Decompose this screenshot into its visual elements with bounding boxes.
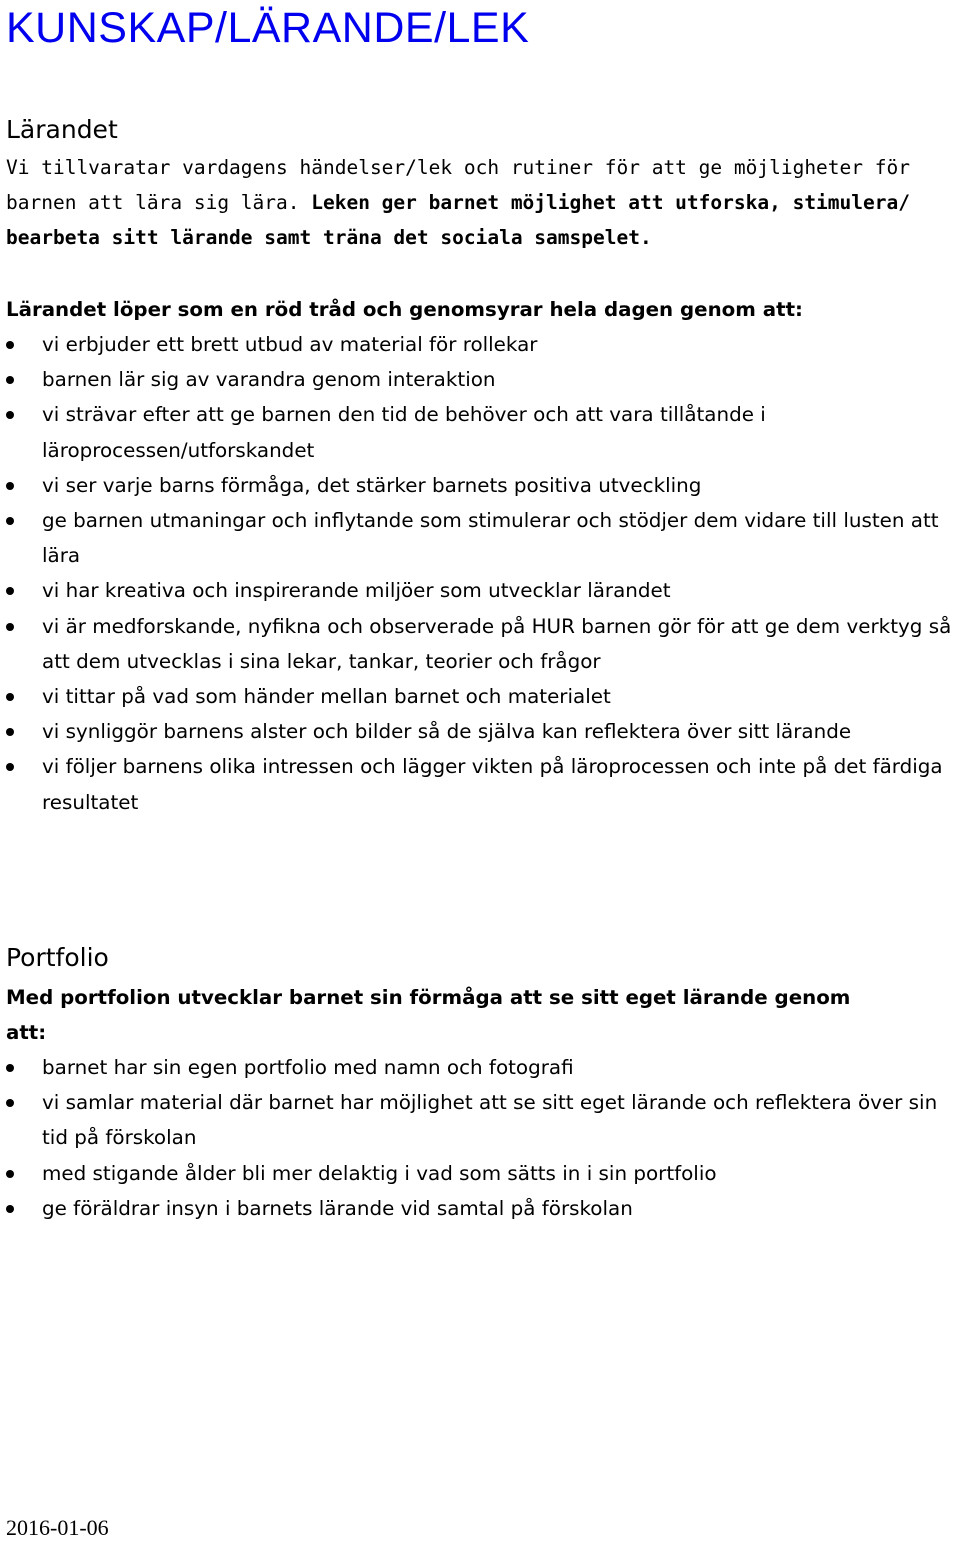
bullet-icon (6, 376, 14, 384)
list-item (6, 714, 956, 749)
larandet-lead: Lärandet löper som en röd tråd och genomsyrar hela dagen genom att: (6, 298, 803, 321)
bullet-icon (6, 1099, 14, 1107)
list-item (6, 749, 956, 819)
list-item (6, 397, 956, 467)
list-item-text: vi har kreativa och inspirerande miljöer som utvecklar lärandet (42, 579, 671, 603)
list-item (6, 609, 956, 679)
list-item (6, 1050, 956, 1085)
list-item (6, 327, 956, 362)
bullet-icon (6, 728, 14, 736)
section-heading-portfolio: Portfolio (6, 943, 109, 972)
list-item-text: vi samlar material där barnet har möjlighet att se sitt eget lärande och reflektera över sin tid på förskolan (42, 1091, 938, 1150)
larandet-bullet-list (6, 327, 956, 820)
intro-line-2 (6, 185, 910, 220)
intro-line-2-normal: barnen att lära sig lära. (6, 191, 300, 214)
list-item-text: vi strävar efter att ge barnen den tid de behöver och att vara tillåtande i läroprocessen/utforskandet (42, 403, 766, 462)
page-title: KUNSKAP/LÄRANDE/LEK (6, 4, 530, 52)
bullet-icon (6, 693, 14, 701)
section-heading-larandet: Lärandet (6, 115, 118, 144)
list-item-text: vi tittar på vad som händer mellan barnet och materialet (42, 685, 611, 709)
list-item (6, 1085, 956, 1155)
list-item (6, 1191, 956, 1226)
bullet-icon (6, 587, 14, 595)
list-item-text: med stigande ålder bli mer delaktig i vad som sätts in i sin portfolio (42, 1161, 717, 1185)
list-item-text: vi erbjuder ett brett utbud av material för rollekar (42, 333, 538, 356)
list-item (6, 503, 956, 573)
bullet-icon (6, 482, 14, 490)
larandet-intro (6, 150, 910, 255)
bullet-icon (6, 763, 14, 771)
list-item-text: ge barnen utmaningar och inflytande som stimulerar och stödjer dem vidare till lusten att lära (42, 509, 939, 568)
intro-line-2-bold: Leken ger barnet möjlighet att utforska, stimulera/ (299, 191, 910, 214)
bullet-icon (6, 341, 14, 349)
list-item (6, 362, 956, 397)
list-item-text: vi ser varje barns förmåga, det stärker barnets positiva utveckling (42, 473, 702, 497)
list-item-text: barnen lär sig av varandra genom interaktion (42, 368, 496, 392)
intro-line-3: bearbeta sitt lärande samt träna det sociala samspelet. (6, 226, 652, 249)
portfolio-lead-line-1: Med portfolion utvecklar barnet sin förmåga att se sitt eget lärande genom (6, 986, 851, 1009)
list-item-text: vi följer barnens olika intressen och lägger vikten på läroprocessen och inte på det färdiga resultatet (42, 755, 943, 814)
list-item (6, 1156, 956, 1191)
footer-date: 2016-01-06 (6, 1515, 109, 1540)
bullet-icon (6, 411, 14, 419)
bullet-icon (6, 1205, 14, 1213)
list-item-text: barnet har sin egen portfolio med namn och fotografi (42, 1056, 574, 1079)
list-item (6, 468, 956, 503)
bullet-icon (6, 1170, 14, 1178)
list-item-text: vi synliggör barnens alster och bilder så de själva kan reflektera över sitt lärande (42, 720, 852, 744)
list-item (6, 679, 956, 714)
list-item-text: ge föräldrar insyn i barnets lärande vid samtal på förskolan (42, 1196, 633, 1220)
portfolio-lead (6, 980, 850, 1050)
portfolio-bullet-list (6, 1050, 956, 1226)
list-item (6, 573, 956, 608)
list-item-text: vi är medforskande, nyfikna och observerade på HUR barnen gör för att ge dem verktyg så att dem utvecklas i sina lekar, tankar, teorier och frågor (42, 614, 952, 673)
portfolio-lead-line-2: att: (6, 1021, 47, 1044)
bullet-icon (6, 1064, 14, 1072)
bullet-icon (6, 517, 14, 525)
bullet-icon (6, 623, 14, 631)
intro-line-1: Vi tillvaratar vardagens händelser/lek och rutiner för att ge möjligheter för (6, 156, 910, 179)
